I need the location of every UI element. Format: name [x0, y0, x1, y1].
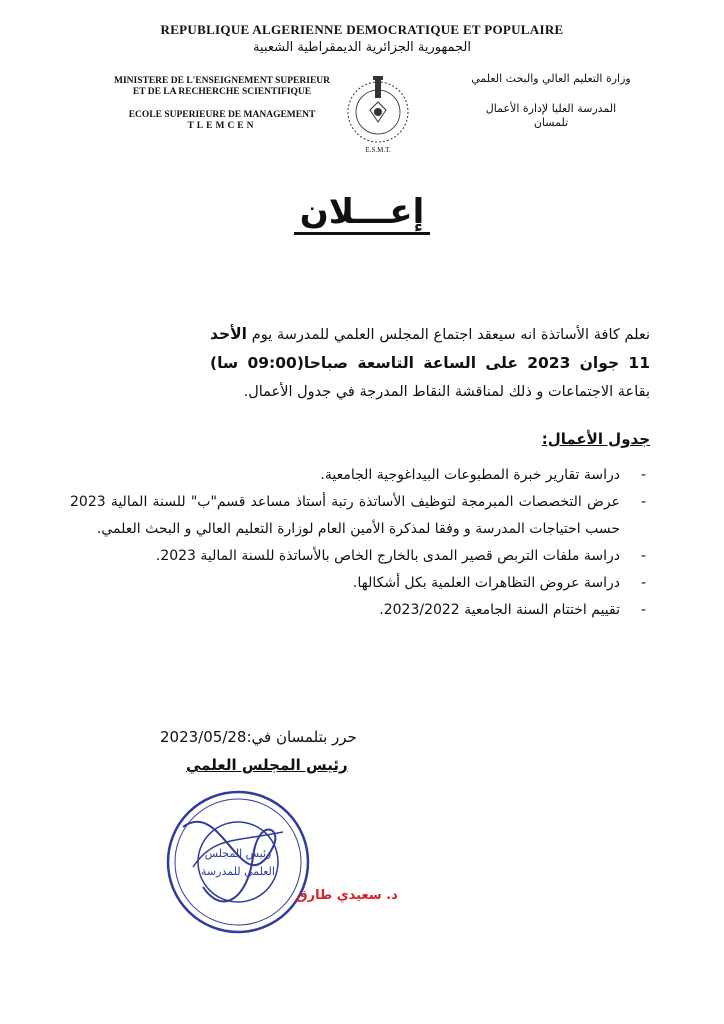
ministry-ar: وزارة التعليم العالي والبحث العلمي	[471, 72, 631, 85]
agenda-item: - دراسة تقارير خبرة المطبوعات البيداغوجية الجامعية.	[70, 462, 650, 489]
signature-date: حرر بتلمسان في:2023/05/28	[160, 728, 357, 746]
agenda-item: - دراسة عروض التظاهرات العلمية بكل أشكالها.	[70, 570, 650, 597]
ministry-line-1-fr: MINISTERE DE L'ENSEIGNEMENT SUPERIEUR	[114, 76, 330, 86]
institution-block-ar	[456, 72, 646, 130]
institution-block-fr	[112, 76, 332, 132]
school-seal	[340, 74, 416, 160]
announcement-body	[210, 320, 650, 406]
republic-title-fr: REPUBLIQUE ALGERIENNE DEMOCRATIQUE ET POPULAIRE	[160, 22, 564, 37]
body-line-1: نعلم كافة الأساتذة انه سيعقد اجتماع المجلس العلمي للمدرسة يوم	[251, 327, 650, 343]
svg-text:العلمي للمدرسة: العلمي للمدرسة	[201, 865, 275, 878]
svg-text:رئيس المجلس: رئيس المجلس	[204, 847, 272, 860]
agenda-item: - دراسة ملفات التربص قصير المدى بالخارج الخاص بالأساتذة للسنة المالية 2023.	[70, 543, 650, 570]
signer-name: د. سعيدي طارق	[296, 888, 398, 903]
city-fr: TLEMCEN	[187, 121, 257, 131]
announcement-title-text: إعـــلان	[294, 192, 431, 235]
official-stamp-icon	[163, 787, 313, 937]
agenda-list	[70, 462, 650, 624]
school-name-fr: ECOLE SUPERIEURE DE MANAGEMENT	[128, 110, 316, 120]
ministry-line-2-fr: ET DE LA RECHERCHE SCIENTIFIQUE	[132, 87, 312, 97]
seal-caption: E.S.M.T.	[365, 146, 391, 154]
city-ar: تلمسان	[533, 116, 569, 129]
agenda-heading: جدول الأعمال:	[541, 430, 650, 448]
announcement-title	[0, 192, 724, 232]
body-line-rest: بقاعة الاجتماعات و ذلك لمناقشة النقاط المدرجة في جدول الأعمال.	[243, 384, 650, 400]
agenda-item: - عرض التخصصات المبرمجة لتوظيف الأساتذة رتبة أستاذ مساعد قسم"ب" للسنة المالية 2023 حسب احتياجات المدرسة و وفقا لمذكرة الأمين العام لوزارة التعليم العالي و البحث العلمي.	[70, 489, 650, 543]
school-name-ar: المدرسة العليا لإدارة الأعمال	[485, 102, 617, 115]
republic-title-ar: الجمهورية الجزائرية الديمقراطية الشعبية	[253, 40, 471, 55]
meeting-date-time: الأحد 11 جوان 2023 على الساعة التاسعة صباحا(09:00 سا)	[210, 325, 650, 372]
agenda-item: - تقييم اختتام السنة الجامعية 2023/2022.	[70, 597, 650, 624]
seal-emblem-icon	[342, 74, 414, 146]
signatory-title: رئيس المجلس العلمي	[186, 756, 348, 774]
